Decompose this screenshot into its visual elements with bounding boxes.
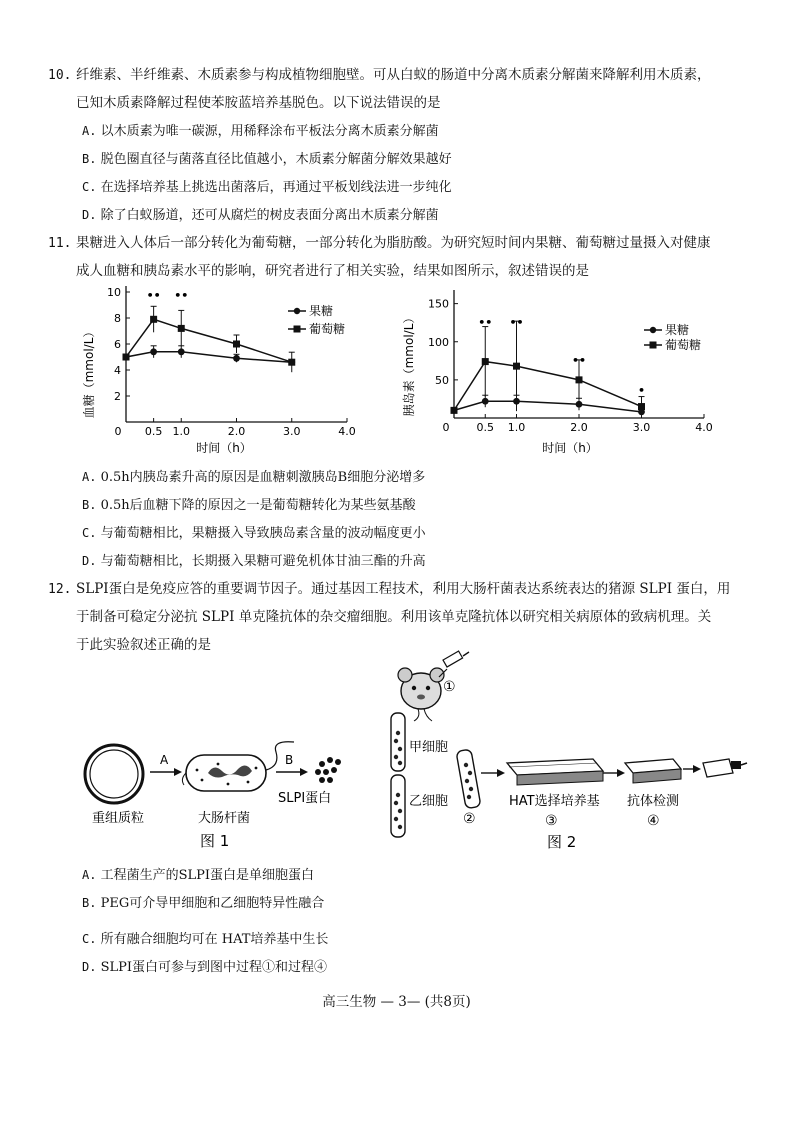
antibody-detection-plate [625,759,681,783]
point-fructose [150,348,157,355]
arrow-b-label: B [285,753,294,767]
chart2-legend-glucose: 葡萄糖 [665,338,702,352]
point-glucose [576,376,583,383]
test-tube-a [391,713,405,771]
y-tick-label: 2 [114,390,121,403]
q11-stem-line1: 果糖进入人体后一部分转化为葡萄糖，一部分转化为脂肪酸。为研究短时间内果糖、葡萄糖过量摄入对健康 [76,235,711,251]
x-tick-label: 0 [114,425,122,438]
cell-a-label: 甲细胞 [409,740,449,755]
fusion-tube [456,749,481,809]
y-tick-label: 4 [114,364,121,377]
chart1-xlabel: 时间（h） [196,441,252,455]
arrow-a-label: A [160,753,169,767]
figure-1 [78,740,378,850]
q10-number: 10. [48,68,72,83]
y-tick-label: 10 [107,286,121,299]
y-tick-label: 6 [114,338,121,351]
q12-number: 12. [48,582,72,597]
point-glucose [513,363,520,370]
q10-option-c: C. 在选择培养基上挑选出菌落后，再通过平板划线法进一步纯化 [82,180,452,195]
step-4-label: ④ [647,813,660,829]
y-tick-label: 8 [114,312,121,325]
q10-option-d: D. 除了白蚁肠道，还可从腐烂的树皮表面分离出木质素分解菌 [82,208,439,223]
x-tick-label: 4.0 [338,425,356,438]
q11-stem-line2: 成人血糖和胰岛素水平的影响，研究者进行了相关实验，结果如图所示，叙述错误的是 [76,263,589,279]
point-glucose [451,407,458,414]
significance-mark: • [637,384,646,397]
slpi-protein-dots [315,757,341,783]
point-glucose [288,359,295,366]
point-fructose [233,355,240,362]
x-tick-label: 0.5 [144,425,163,438]
q10-stem-line1: 纤维素、半纤维素、木质素参与构成植物细胞壁。可从白蚁的肠道中分离木质素分解菌来降解利用木质素， [76,67,711,83]
figure-2 [385,655,755,850]
arrow-b [276,753,308,776]
q11-option-b: B. 0.5h后血糖下降的原因之一是葡萄糖转化为某些氨基酸 [82,498,416,513]
antibody-detection-label: 抗体检测 [627,794,680,809]
point-glucose [178,325,185,332]
q12-stem-line3: 于此实验叙述正确的是 [76,637,211,653]
x-tick-label: 0 [442,421,450,434]
x-tick-label: 3.0 [632,421,651,434]
x-tick-label: 2.0 [227,425,246,438]
series-line-fructose [454,401,642,412]
ecoli-cell [182,742,294,791]
q12-stem-line1: SLPI蛋白是免疫应答的重要调节因子。通过基因工程技术，利用大肠杆菌表达系统表达的猪源 SLPI 蛋白，用 [76,581,731,597]
chart2-legend [644,322,701,352]
x-tick-label: 1.0 [172,425,190,438]
mouse-icon [398,668,444,721]
y-tick-label: 50 [435,373,449,387]
step-1-label: ① [443,679,456,695]
chart1-legend-glucose: 葡萄糖 [309,322,346,336]
q12-option-d: D. SLPI蛋白可参与到图中过程①和过程④ [82,960,328,975]
recombinant-plasmid [85,745,143,803]
chart2-ylabel: 胰岛素（mmol/L） [402,311,416,417]
chart1-ylabel: 血糖（mmol/L） [82,325,96,419]
point-fructose [482,398,489,405]
q12-option-a: A. 工程菌生产的SLPI蛋白是单细胞蛋白 [82,868,315,883]
significance-mark: •• [146,289,161,302]
y-tick-label: 150 [428,297,449,311]
figure-2-caption: 图 2 [547,833,577,851]
syringe-icon [439,651,469,677]
point-fructose [576,401,583,408]
chart2-legend-fructose: 果糖 [665,323,690,337]
point-glucose [123,354,130,361]
plasmid-label: 重组质粒 [92,811,145,826]
q12-option-c: C. 所有融合细胞均可在 HAT培养基中生长 [82,932,329,947]
test-tube-b [391,775,405,837]
x-tick-label: 4.0 [695,421,713,434]
hat-medium-label: HAT选择培养基 [509,794,600,809]
point-glucose [482,358,489,365]
significance-mark: •• [478,316,493,329]
insulin-chart [400,282,713,457]
q11-number: 11. [48,236,72,251]
point-glucose [233,341,240,348]
q11-option-c: C. 与葡萄糖相比，果糖摄入导致胰岛素含量的波动幅度更小 [82,526,426,541]
point-glucose [638,403,645,410]
figure-1-caption: 图 1 [200,832,230,850]
q11-option-a: A. 0.5h内胰岛素升高的原因是血糖刺激胰岛B细胞分泌增多 [82,470,426,485]
q11-option-d: D. 与葡萄糖相比，长期摄入果糖可避免机体甘油三酯的升高 [82,554,426,569]
page-footer: 高三生物 — 3— (共8页) [322,994,471,1010]
significance-mark: •• [174,289,189,302]
q12-stem-line2: 于制备可稳定分泌抗 SLPI 单克隆抗体的杂交瘤细胞。利用该单克隆抗体以研究相关病原体的致病机理。关 [76,609,712,625]
significance-mark: •• [571,354,587,367]
x-tick-label: 3.0 [283,425,301,438]
q10-stem-line2: 已知木质素降解过程使苯胺蓝培养基脱色。以下说法错误的是 [76,95,441,111]
ecoli-label: 大肠杆菌 [198,811,251,826]
x-tick-label: 2.0 [570,421,588,434]
chart1-legend [288,303,345,336]
significance-mark: •• [509,316,524,329]
q12-option-b: B. PEG可介导甲细胞和乙细胞特异性融合 [82,896,325,911]
x-tick-label: 0.5 [476,421,494,434]
slpi-protein-label: SLPⅠ蛋白 [278,791,332,806]
point-fructose [178,348,185,355]
step-2-label: ② [463,811,476,827]
arrow-a [150,753,182,776]
culture-flask-icon [703,759,747,777]
point-glucose [150,316,157,323]
hat-culture-plate [507,759,603,785]
step-3-label: ③ [545,813,558,829]
blood-glucose-chart [80,282,360,457]
q10-option-b: B. 脱色圈直径与菌落直径比值越小，木质素分解菌分解效果越好 [82,152,452,167]
y-tick-label: 100 [428,335,449,349]
cell-b-label: 乙细胞 [409,794,449,809]
chart2-xlabel: 时间（h） [542,441,598,455]
chart1-legend-fructose: 果糖 [309,304,334,318]
q10-option-a: A. 以木质素为唯一碳源，用稀释涂布平板法分离木质素分解菌 [82,124,439,139]
x-tick-label: 1.0 [507,421,526,434]
